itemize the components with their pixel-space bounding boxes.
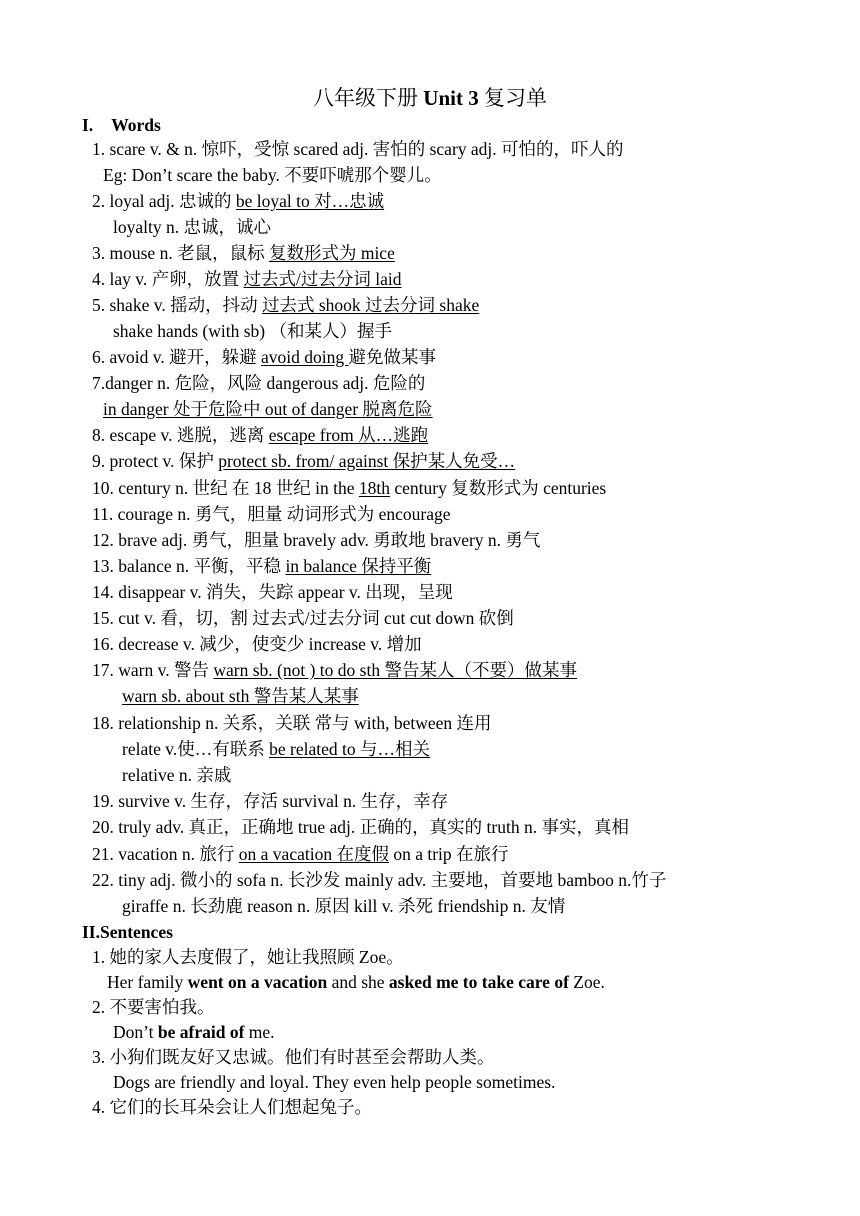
word-item-17-phrase-2: warn sb. about sth 警告某人某事 xyxy=(122,686,359,706)
word-item-18-text: relate v.使…有联系 xyxy=(122,739,270,759)
sentence-2-part-c: me. xyxy=(244,1022,275,1042)
word-item-17-phrase: warn sb. (not ) to do sth 警告某人（不要）做某事 xyxy=(213,660,577,680)
word-item-20: 20. truly adv. 真正，正确地 true adj. 正确的，真实的 truth n. 事实，真相 xyxy=(92,817,629,837)
word-item-12: 12. brave adj. 勇气，胆量 bravely adv. 勇敢地 bravery n. 勇气 xyxy=(92,530,541,550)
word-item-2 xyxy=(92,189,384,213)
word-item-4 xyxy=(92,267,401,291)
word-item-16: 16. decrease v. 减少，使变少 increase v. 增加 xyxy=(92,634,422,654)
word-item-22: 22. tiny adj. 微小的 sofa n. 长沙发 mainly adv. 主要地，首要地 bamboo n.竹子 xyxy=(92,870,667,890)
word-item-18-sub xyxy=(122,737,430,761)
sentence-2-english xyxy=(113,1020,275,1044)
section-sentences-heading: II.Sentences xyxy=(82,922,173,942)
sentence-1-part-c: and she xyxy=(327,972,389,992)
word-item-21 xyxy=(92,842,509,866)
word-item-21-text: 21. vacation n. 旅行 xyxy=(92,844,239,864)
sentence-1-chinese: 1. 她的家人去度假了，她让我照顾 Zoe。 xyxy=(92,947,404,967)
section-words-heading xyxy=(82,113,161,137)
word-item-10 xyxy=(92,476,606,500)
word-item-14: 14. disappear v. 消失，失踪 appear v. 出现，呈现 xyxy=(92,582,453,602)
word-item-2-phrase: be loyal to 对…忠诚 xyxy=(235,191,385,211)
word-item-17 xyxy=(92,658,577,682)
word-item-18-phrase: be related to 与…相关 xyxy=(269,739,430,759)
word-item-8-text: 8. escape v. 逃脱，逃离 xyxy=(92,425,269,445)
word-item-21-phrase: on a vacation 在度假 xyxy=(238,844,389,864)
word-item-19: 19. survive v. 生存，存活 survival n. 生存，幸存 xyxy=(92,791,449,811)
sentence-1-part-d: Zoe. xyxy=(568,972,605,992)
word-item-10-rest: century 复数形式为 centuries xyxy=(389,478,607,498)
word-item-6 xyxy=(92,345,436,369)
word-item-2-text: 2. loyal adj. 忠诚的 xyxy=(92,191,236,211)
word-item-4-text: 4. lay v. 产卵，放置 xyxy=(92,269,244,289)
word-item-15: 15. cut v. 看，切，割 过去式/过去分词 cut cut down 砍倒 xyxy=(92,608,514,628)
sentence-2-bold: be afraid of xyxy=(157,1022,245,1042)
word-item-1: 1. scare v. & n. 惊吓，受惊 scared adj. 害怕的 scary adj. 可怕的，吓人的 xyxy=(92,139,624,159)
title-unit: Unit 3 xyxy=(423,86,479,110)
word-item-3-phrase: 复数形式为 mice xyxy=(268,243,395,263)
word-item-4-phrase: 过去式/过去分词 laid xyxy=(243,269,402,289)
word-item-11: 11. courage n. 勇气，胆量 动词形式为 encourage xyxy=(92,504,451,524)
section-words-title: Words xyxy=(111,115,161,135)
word-item-8-phrase: escape from 从…逃跑 xyxy=(268,425,429,445)
word-item-17-text: 17. warn v. 警告 xyxy=(92,660,214,680)
word-item-6-meaning: 避免做某事 xyxy=(348,347,436,367)
title-suffix: 复习单 xyxy=(478,86,547,110)
word-item-6-phrase: avoid doing xyxy=(261,347,349,367)
word-item-5-sub: shake hands (with sb) （和某人）握手 xyxy=(113,321,392,341)
word-item-13-text: 13. balance n. 平衡，平稳 xyxy=(92,556,286,576)
sentence-1-bold-2: asked me to take care of xyxy=(388,972,569,992)
word-item-7: 7.danger n. 危险，风险 dangerous adj. 危险的 xyxy=(92,373,426,393)
word-item-10-text: 10. century n. 世纪 在 18 世纪 in the xyxy=(92,478,359,498)
sentence-1-bold-1: went on a vacation xyxy=(187,972,328,992)
sentence-2-part-a: Don’t xyxy=(113,1022,158,1042)
section-words-number: I. xyxy=(82,115,94,135)
word-item-13 xyxy=(92,554,431,578)
word-item-9-text: 9. protect v. 保护 xyxy=(92,451,219,471)
word-item-17-sub xyxy=(122,684,359,708)
sentence-1-part-a: Her family xyxy=(107,972,188,992)
word-item-3-text: 3. mouse n. 老鼠，鼠标 xyxy=(92,243,269,263)
word-item-5-phrase: 过去式 shook 过去分词 shake xyxy=(261,295,480,315)
word-item-22-sub: giraffe n. 长劲鹿 reason n. 原因 kill v. 杀死 friendship n. 友情 xyxy=(122,896,566,916)
word-item-7-phrase: in danger 处于危险中 out of danger 脱离危险 xyxy=(103,399,433,419)
word-item-10-ordinal: 18th xyxy=(358,478,390,498)
word-item-6-text: 6. avoid v. 避开，躲避 xyxy=(92,347,261,367)
word-item-5 xyxy=(92,293,479,317)
page-title xyxy=(0,84,860,112)
word-item-18-sub-2: relative n. 亲戚 xyxy=(122,765,232,785)
word-item-1-example: Eg: Don’t scare the baby. 不要吓唬那个婴儿。 xyxy=(103,165,442,185)
word-item-3 xyxy=(92,241,395,265)
sentence-2-chinese: 2. 不要害怕我。 xyxy=(92,997,215,1017)
word-item-5-text: 5. shake v. 摇动，抖动 xyxy=(92,295,262,315)
word-item-9 xyxy=(92,449,515,473)
sentence-4-chinese: 4. 它们的长耳朵会让人们想起兔子。 xyxy=(92,1097,372,1117)
word-item-2-sub: loyalty n. 忠诚，诚心 xyxy=(113,217,271,237)
word-item-18: 18. relationship n. 关系，关联 常与 with, between 连用 xyxy=(92,713,492,733)
word-item-8 xyxy=(92,423,428,447)
word-item-21-rest: on a trip 在旅行 xyxy=(388,844,509,864)
word-item-9-phrase: protect sb. from/ against 保护某人免受… xyxy=(218,451,516,471)
sentence-3-english: Dogs are friendly and loyal. They even help people sometimes. xyxy=(113,1072,556,1092)
title-prefix: 八年级下册 xyxy=(313,86,424,110)
sentence-1-english xyxy=(107,970,605,994)
word-item-7-sub xyxy=(103,397,433,421)
sentence-3-chinese: 3. 小狗们既友好又忠诚。他们有时甚至会帮助人类。 xyxy=(92,1047,495,1067)
word-item-13-phrase: in balance 保持平衡 xyxy=(285,556,432,576)
